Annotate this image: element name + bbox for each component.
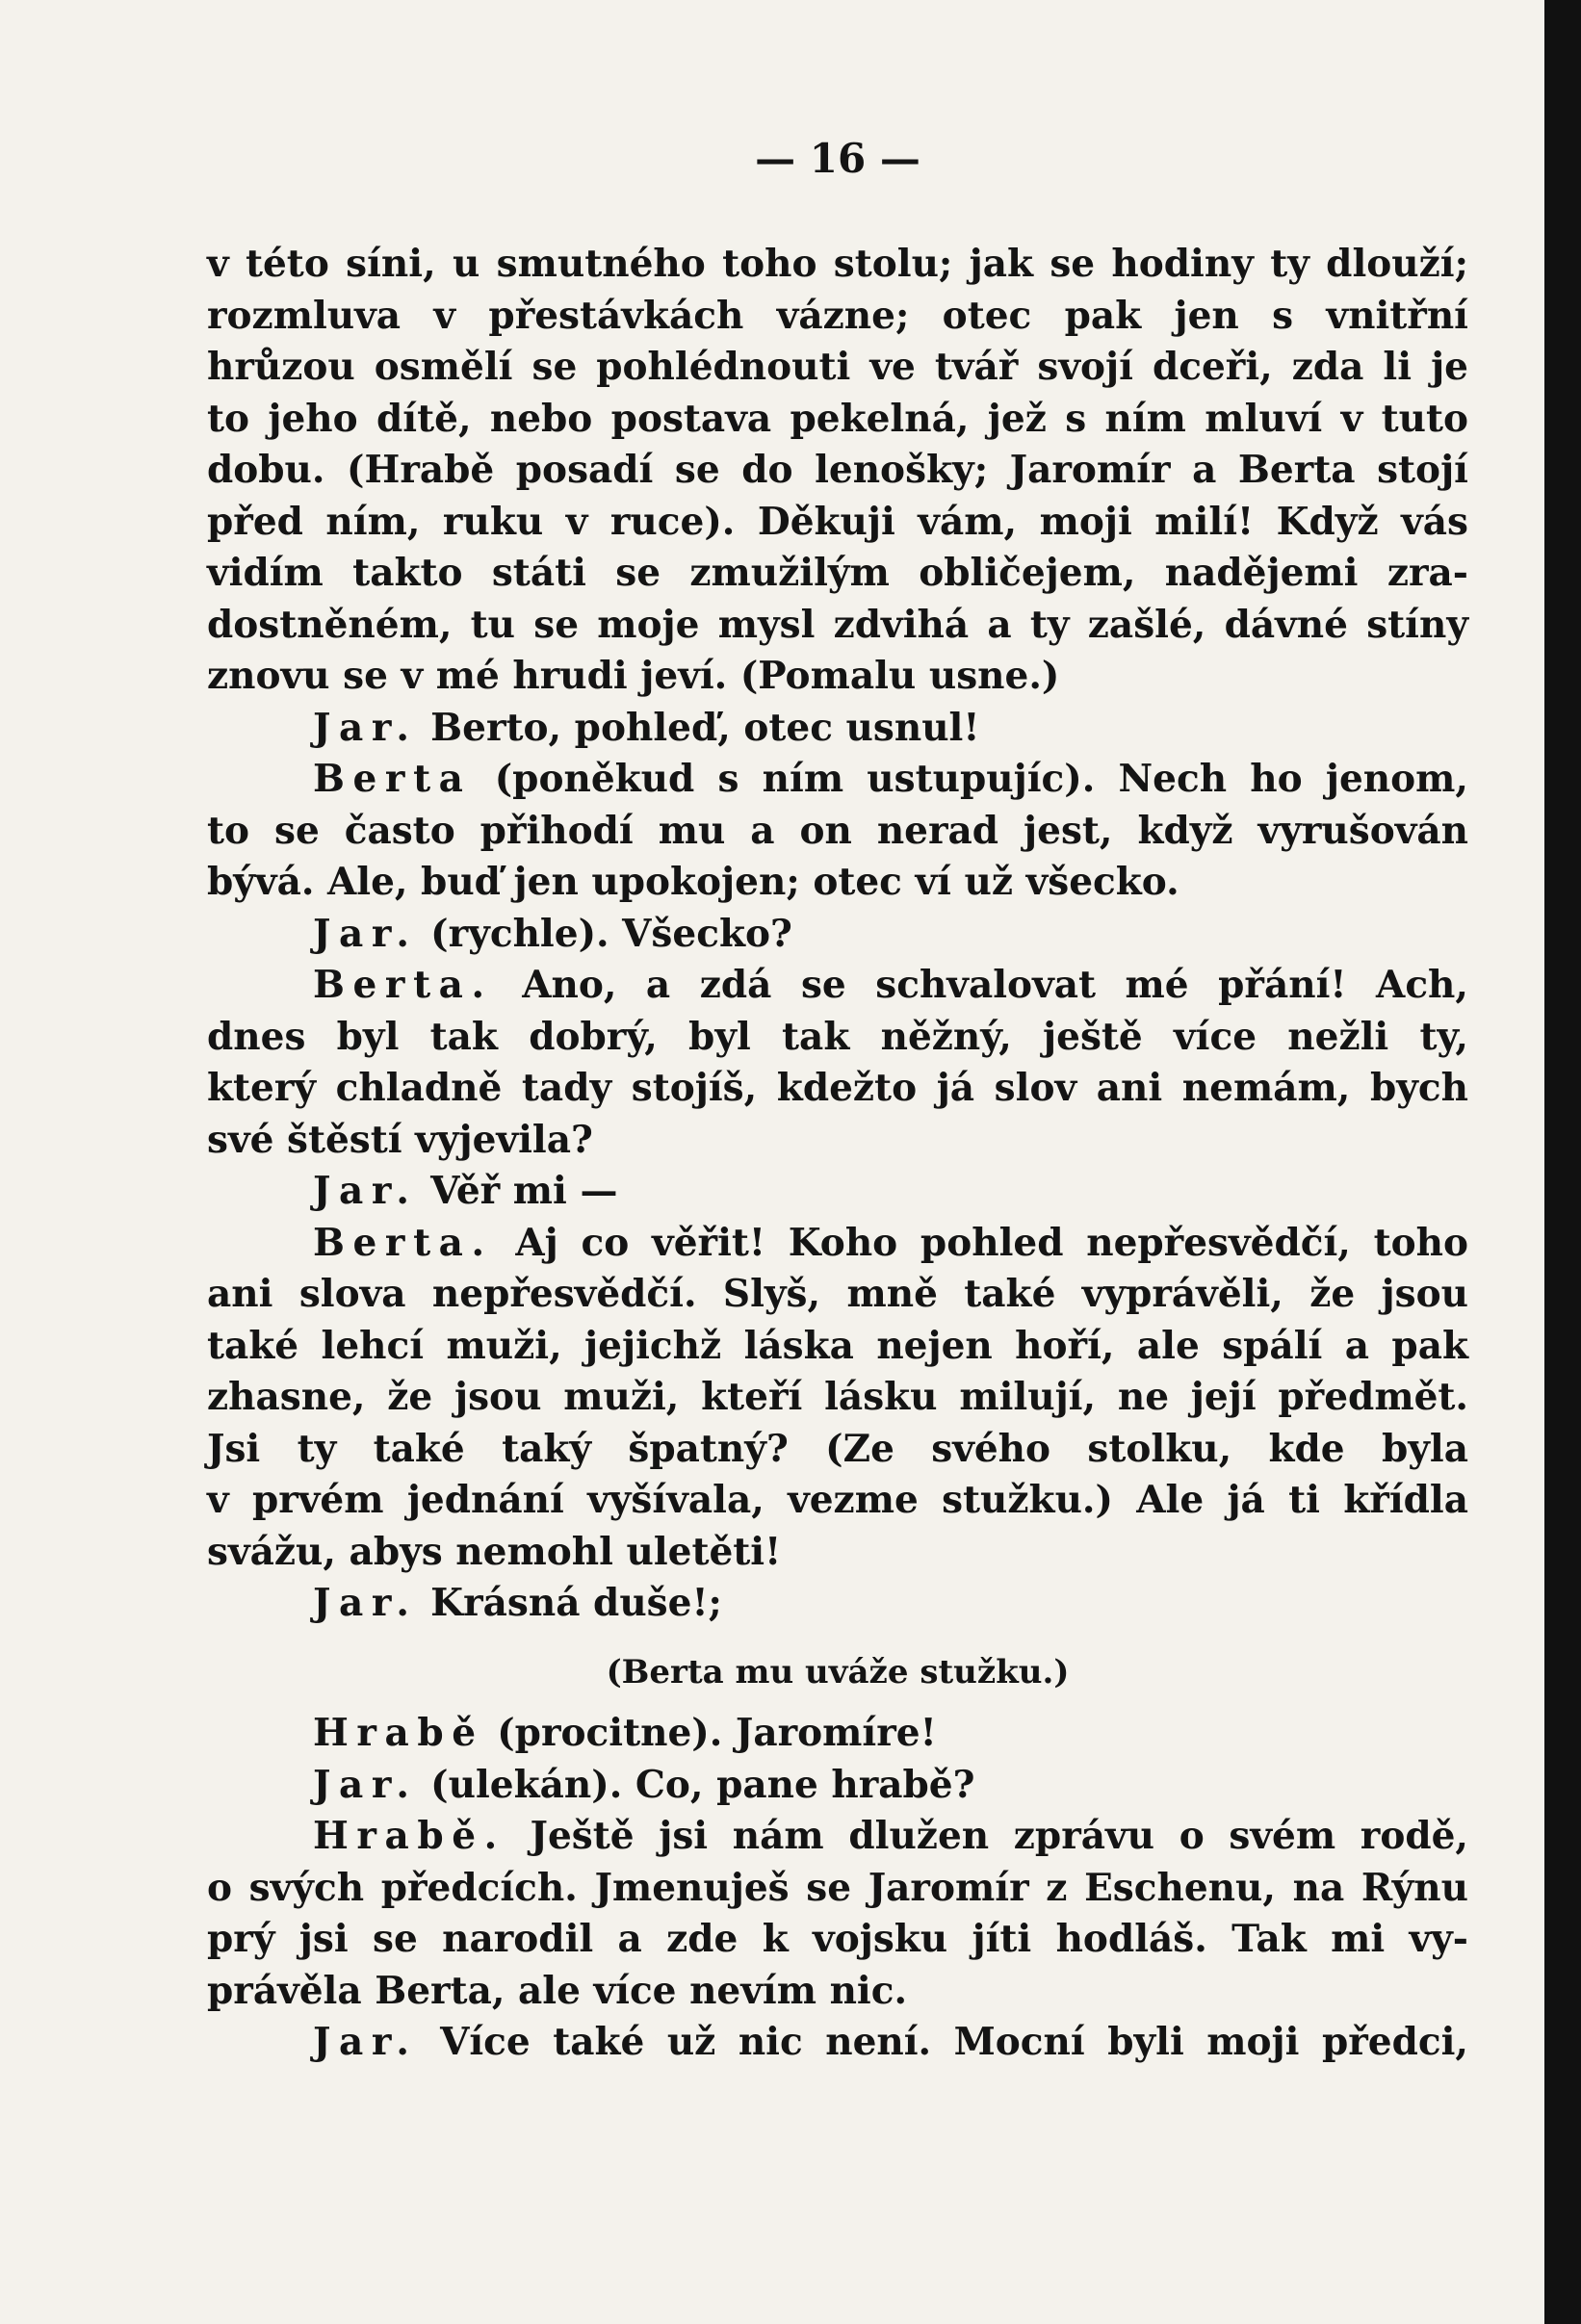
speech-text: Ano, a zdá se schvalovat mé přání! Ach, <box>522 963 1468 1007</box>
speaker-name: Hrabě <box>313 1711 484 1755</box>
speaker-name: Jar. <box>313 911 418 956</box>
text-line: v této síni, u smutného toho stolu; jak se hodiny ty dlouží; <box>207 242 1468 286</box>
dialogue-line: který chladně tady stojíš, kdežto já slov ani nemám, bych <box>207 1066 1468 1110</box>
speaker-name: Jar. <box>313 1762 418 1807</box>
dialogue-entry <box>207 1166 1468 1218</box>
text-line: hrůzou osmělí se pohlédnouti ve tvář svojí dceři, zda li je <box>207 345 1468 389</box>
dialogue-line: právěla Berta, ale více nevím nic. <box>207 1968 908 2013</box>
dialogue-line: Jsi ty také taký špatný? (Ze svého stolku, kde byla <box>207 1426 1468 1471</box>
speaker-name: Jar. <box>313 1169 418 1213</box>
dialogue-line <box>207 2017 1468 2069</box>
speech-text: Věř mi — <box>430 1169 618 1213</box>
dialogue-entry <box>207 2017 1468 2069</box>
speech-text: (procitne). Jaromíre! <box>497 1711 937 1755</box>
text-line: rozmluva v přestávkách vázne; otec pak jen s vnitřní <box>207 293 1468 338</box>
speech-text: Krásná duše!; <box>430 1581 722 1625</box>
dialogue-line <box>207 1166 1468 1218</box>
text-line: znovu se v mé hrudi jeví. (Pomalu usne.) <box>207 654 1060 698</box>
text-line: před ním, ruku v ruce). Děkuji vám, moji milí! Když vás <box>207 499 1468 544</box>
dialogue-line: v prvém jednání vyšívala, vezme stužku.) Ale já ti křídla <box>207 1478 1468 1522</box>
speech-text: Více také už nic není. Mocní byli moji předci, <box>440 2020 1469 2064</box>
speech-text: (poněkud s ním ustupujíc). Nech ho jenom, <box>494 757 1469 801</box>
dialogue-line <box>207 754 1468 806</box>
dialogue-line: zhasne, že jsou muži, kteří lásku milují, ne její předmět. <box>207 1375 1468 1419</box>
dialogue-line <box>207 1811 1468 1863</box>
stage-direction: (Berta mu uváže stužku.) <box>606 1652 1070 1691</box>
dialogue-line: prý jsi se narodil a zde k vojsku jíti hodláš. Tak mi vy- <box>207 1917 1468 1961</box>
dialogue-line <box>207 960 1468 1012</box>
speech-text: (ulekán). Co, pane hrabě? <box>430 1762 975 1807</box>
page-text <box>207 239 1468 2069</box>
dialogue-entry <box>207 1708 1468 1760</box>
dialogue-line: své štěstí vyjevila? <box>207 1117 593 1162</box>
dialogue-line <box>207 1760 1468 1812</box>
dialogue-line <box>207 1218 1468 1270</box>
speaker-name: Berta <box>313 757 472 801</box>
speaker-name: Jar. <box>313 1581 418 1625</box>
speaker-name: Berta. <box>313 963 493 1007</box>
dialogue-line: dnes byl tak dobrý, byl tak něžný, ještě více nežli ty, <box>207 1014 1468 1059</box>
scan-edge <box>1544 0 1581 2324</box>
speaker-name: Jar. <box>313 2020 418 2064</box>
text-line: to jeho dítě, nebo postava pekelná, jež s ním mluví v tuto <box>207 396 1468 441</box>
dialogue-entry <box>207 1218 1468 1579</box>
dialogue-entry <box>207 1578 1468 1630</box>
dialogue-entry <box>207 960 1468 1166</box>
speech-text: Berto, pohleď, otec usnul! <box>430 705 980 750</box>
speaker-name: Berta. <box>313 1220 493 1265</box>
dialogue-entry <box>207 1760 1468 1812</box>
narrative-paragraph <box>207 239 1468 703</box>
dialogue-entry <box>207 754 1468 909</box>
speaker-name: Hrabě. <box>313 1814 505 1858</box>
dialogue-line: o svých předcích. Jmenuješ se Jaromír z Eschenu, na Rýnu <box>207 1865 1468 1910</box>
dialogue-line: bývá. Ale, buď jen upokojen; otec ví už všecko. <box>207 860 1179 904</box>
text-line: vidím takto státi se zmužilým obličejem, nadějemi zra- <box>207 551 1468 595</box>
dialogue-line <box>207 909 1468 961</box>
dialogue-line: svážu, abys nemohl uletěti! <box>207 1529 782 1574</box>
dialogue-line: také lehcí muži, jejichž láska nejen hoří, ale spálí a pak <box>207 1323 1468 1368</box>
speech-text: Ještě jsi nám dlužen zprávu o svém rodě, <box>530 1814 1468 1858</box>
speaker-name: Jar. <box>313 705 418 750</box>
dialogue-entry <box>207 703 1468 755</box>
dialogue-line <box>207 703 1468 755</box>
speech-text: (rychle). Všecko? <box>430 911 792 956</box>
dialogue-line: ani slova nepřesvědčí. Slyš, mně také vyprávěli, že jsou <box>207 1272 1468 1316</box>
dialogue-entry <box>207 909 1468 961</box>
page-number: — 16 — <box>755 135 920 182</box>
text-line: dobu. (Hrabě posadí se do lenošky; Jaromír a Berta stojí <box>207 448 1468 492</box>
text-line: dostněném, tu se moje mysl zdvihá a ty zašlé, dávné stíny <box>207 602 1468 647</box>
dialogue-line <box>207 1708 1468 1760</box>
speech-text: Aj co věřit! Koho pohled nepřesvědčí, toho <box>515 1220 1468 1265</box>
dialogue-line: to se často přihodí mu a on nerad jest, když vyrušován <box>207 808 1468 853</box>
dialogue-entry <box>207 1811 1468 2017</box>
dialogue-line <box>207 1578 1468 1630</box>
